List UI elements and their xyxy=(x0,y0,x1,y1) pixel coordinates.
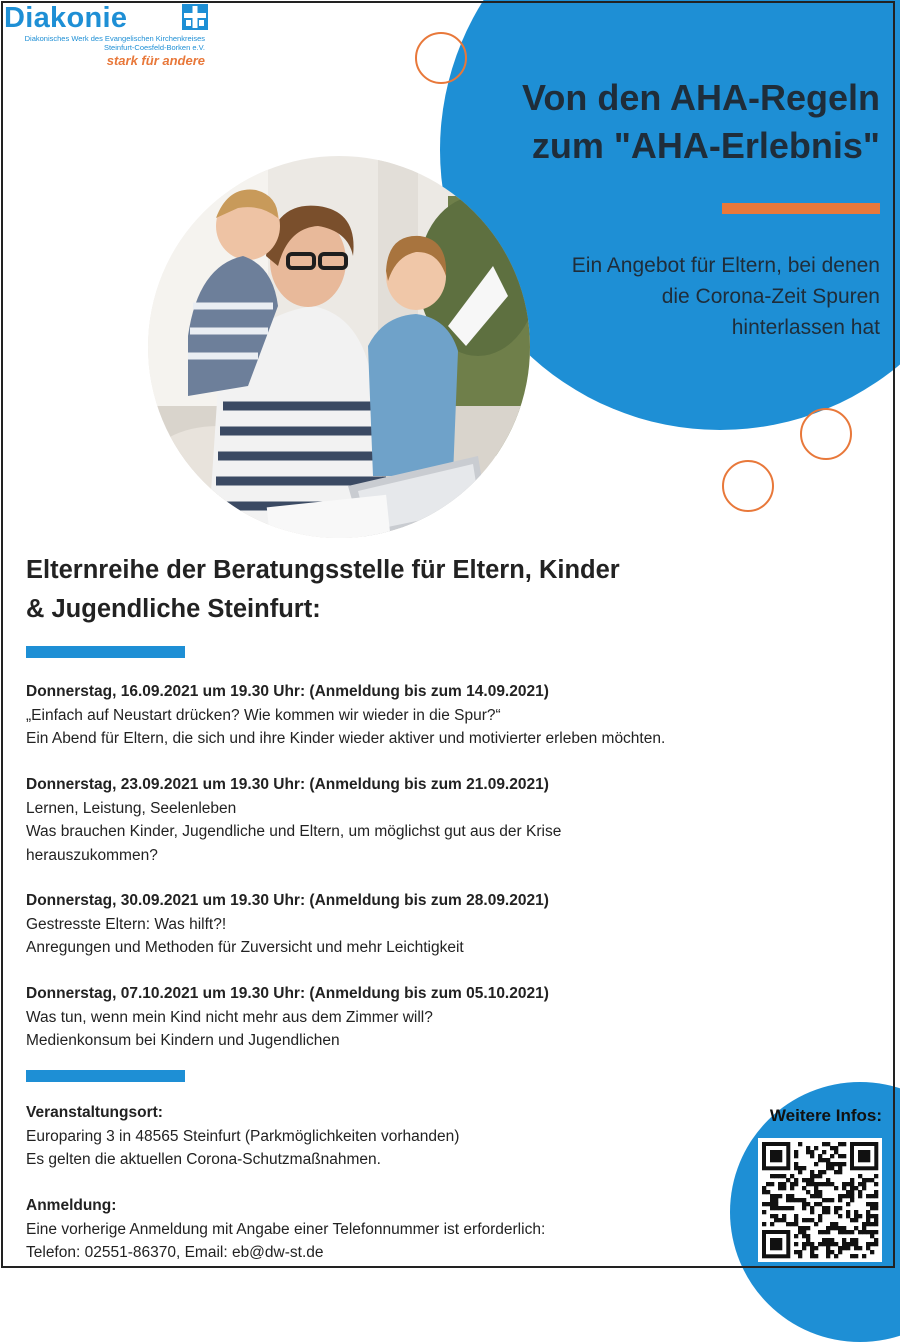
logo-subtitle-line1: Diakonisches Werk des Evangelischen Kirchenkreises xyxy=(24,34,205,43)
registration-label: Anmeldung: xyxy=(26,1197,117,1214)
hero-title xyxy=(440,74,880,170)
event-date: Donnerstag, 23.09.2021 um 19.30 Uhr: (Anmeldung bis zum 21.09.2021) xyxy=(26,776,549,793)
diakonie-cross-icon xyxy=(182,4,208,30)
event-item xyxy=(26,982,786,1053)
orange-ring-decoration xyxy=(800,408,852,460)
event-date: Donnerstag, 16.09.2021 um 19.30 Uhr: (Anmeldung bis zum 14.09.2021) xyxy=(26,683,549,700)
mother-with-children-photo xyxy=(148,156,530,538)
event-date: Donnerstag, 30.09.2021 um 19.30 Uhr: (Anmeldung bis zum 28.09.2021) xyxy=(26,892,549,909)
event-date: Donnerstag, 07.10.2021 um 19.30 Uhr: (Anmeldung bis zum 05.10.2021) xyxy=(26,985,549,1002)
venue-address: Europaring 3 in 48565 Steinfurt (Parkmöglichkeiten vorhanden) xyxy=(26,1127,460,1145)
event-description: Anregungen und Methoden für Zuversicht und mehr Leichtigkeit xyxy=(26,939,464,956)
hero-subtitle-line3: hinterlassen hat xyxy=(731,316,880,339)
venue-note: Es gelten die aktuellen Corona-Schutzmaßnahmen. xyxy=(26,1151,381,1168)
registration-contact[interactable]: Telefon: 02551-86370, Email: eb@dw-st.de xyxy=(26,1244,324,1261)
logo-name: Diakonie xyxy=(4,2,128,34)
hero-subtitle-line2: die Corona-Zeit Spuren xyxy=(661,285,880,308)
event-description: Was brauchen Kinder, Jugendliche und Eltern, um möglichst gut aus der Krise xyxy=(26,823,562,840)
event-title: „Einfach auf Neustart drücken? Wie kommen wir wieder in die Spur?“ xyxy=(26,706,501,724)
blue-divider xyxy=(26,646,185,658)
qr-code-icon[interactable] xyxy=(758,1138,882,1262)
blue-divider xyxy=(26,1070,185,1082)
event-description: Ein Abend für Eltern, die sich und ihre Kinder wieder aktiver und motivierter erleben möchten. xyxy=(26,730,666,747)
section-title-line1: Elternreihe der Beratungsstelle für Eltern, Kinder xyxy=(26,556,620,584)
hero-subtitle xyxy=(480,250,880,343)
event-description: Medienkonsum bei Kindern und Jugendlichen xyxy=(26,1032,340,1049)
hero-title-line1: Von den AHA-Regeln xyxy=(522,77,880,118)
hero-title-line2: zum "AHA-Erlebnis" xyxy=(531,125,880,166)
event-item xyxy=(26,889,786,960)
event-item xyxy=(26,773,786,867)
orange-divider xyxy=(722,203,880,214)
registration-note: Eine vorherige Anmeldung mit Angabe einer Telefonnummer ist erforderlich: xyxy=(26,1220,546,1238)
event-title: Was tun, wenn mein Kind nicht mehr aus dem Zimmer will? xyxy=(26,1008,433,1026)
more-info-label: Weitere Infos: xyxy=(769,1106,882,1125)
event-title: Gestresste Eltern: Was hilft?! xyxy=(26,915,227,933)
event-title: Lernen, Leistung, Seelenleben xyxy=(26,799,237,817)
logo-slogan: stark für andere xyxy=(106,53,205,68)
registration-block xyxy=(26,1194,666,1265)
section-title xyxy=(26,551,746,629)
section-title-line2: & Jugendliche Steinfurt: xyxy=(26,595,321,623)
diakonie-logo[interactable] xyxy=(4,2,205,69)
event-item xyxy=(26,680,786,751)
logo-subtitle-line2: Steinfurt-Coesfeld-Borken e.V. xyxy=(103,43,205,52)
venue-block xyxy=(26,1101,666,1172)
hero-subtitle-line1: Ein Angebot für Eltern, bei denen xyxy=(571,254,880,277)
venue-label: Veranstaltungsort: xyxy=(26,1104,163,1121)
event-description-cont: herauszukommen? xyxy=(26,846,158,864)
orange-ring-decoration xyxy=(722,460,774,512)
